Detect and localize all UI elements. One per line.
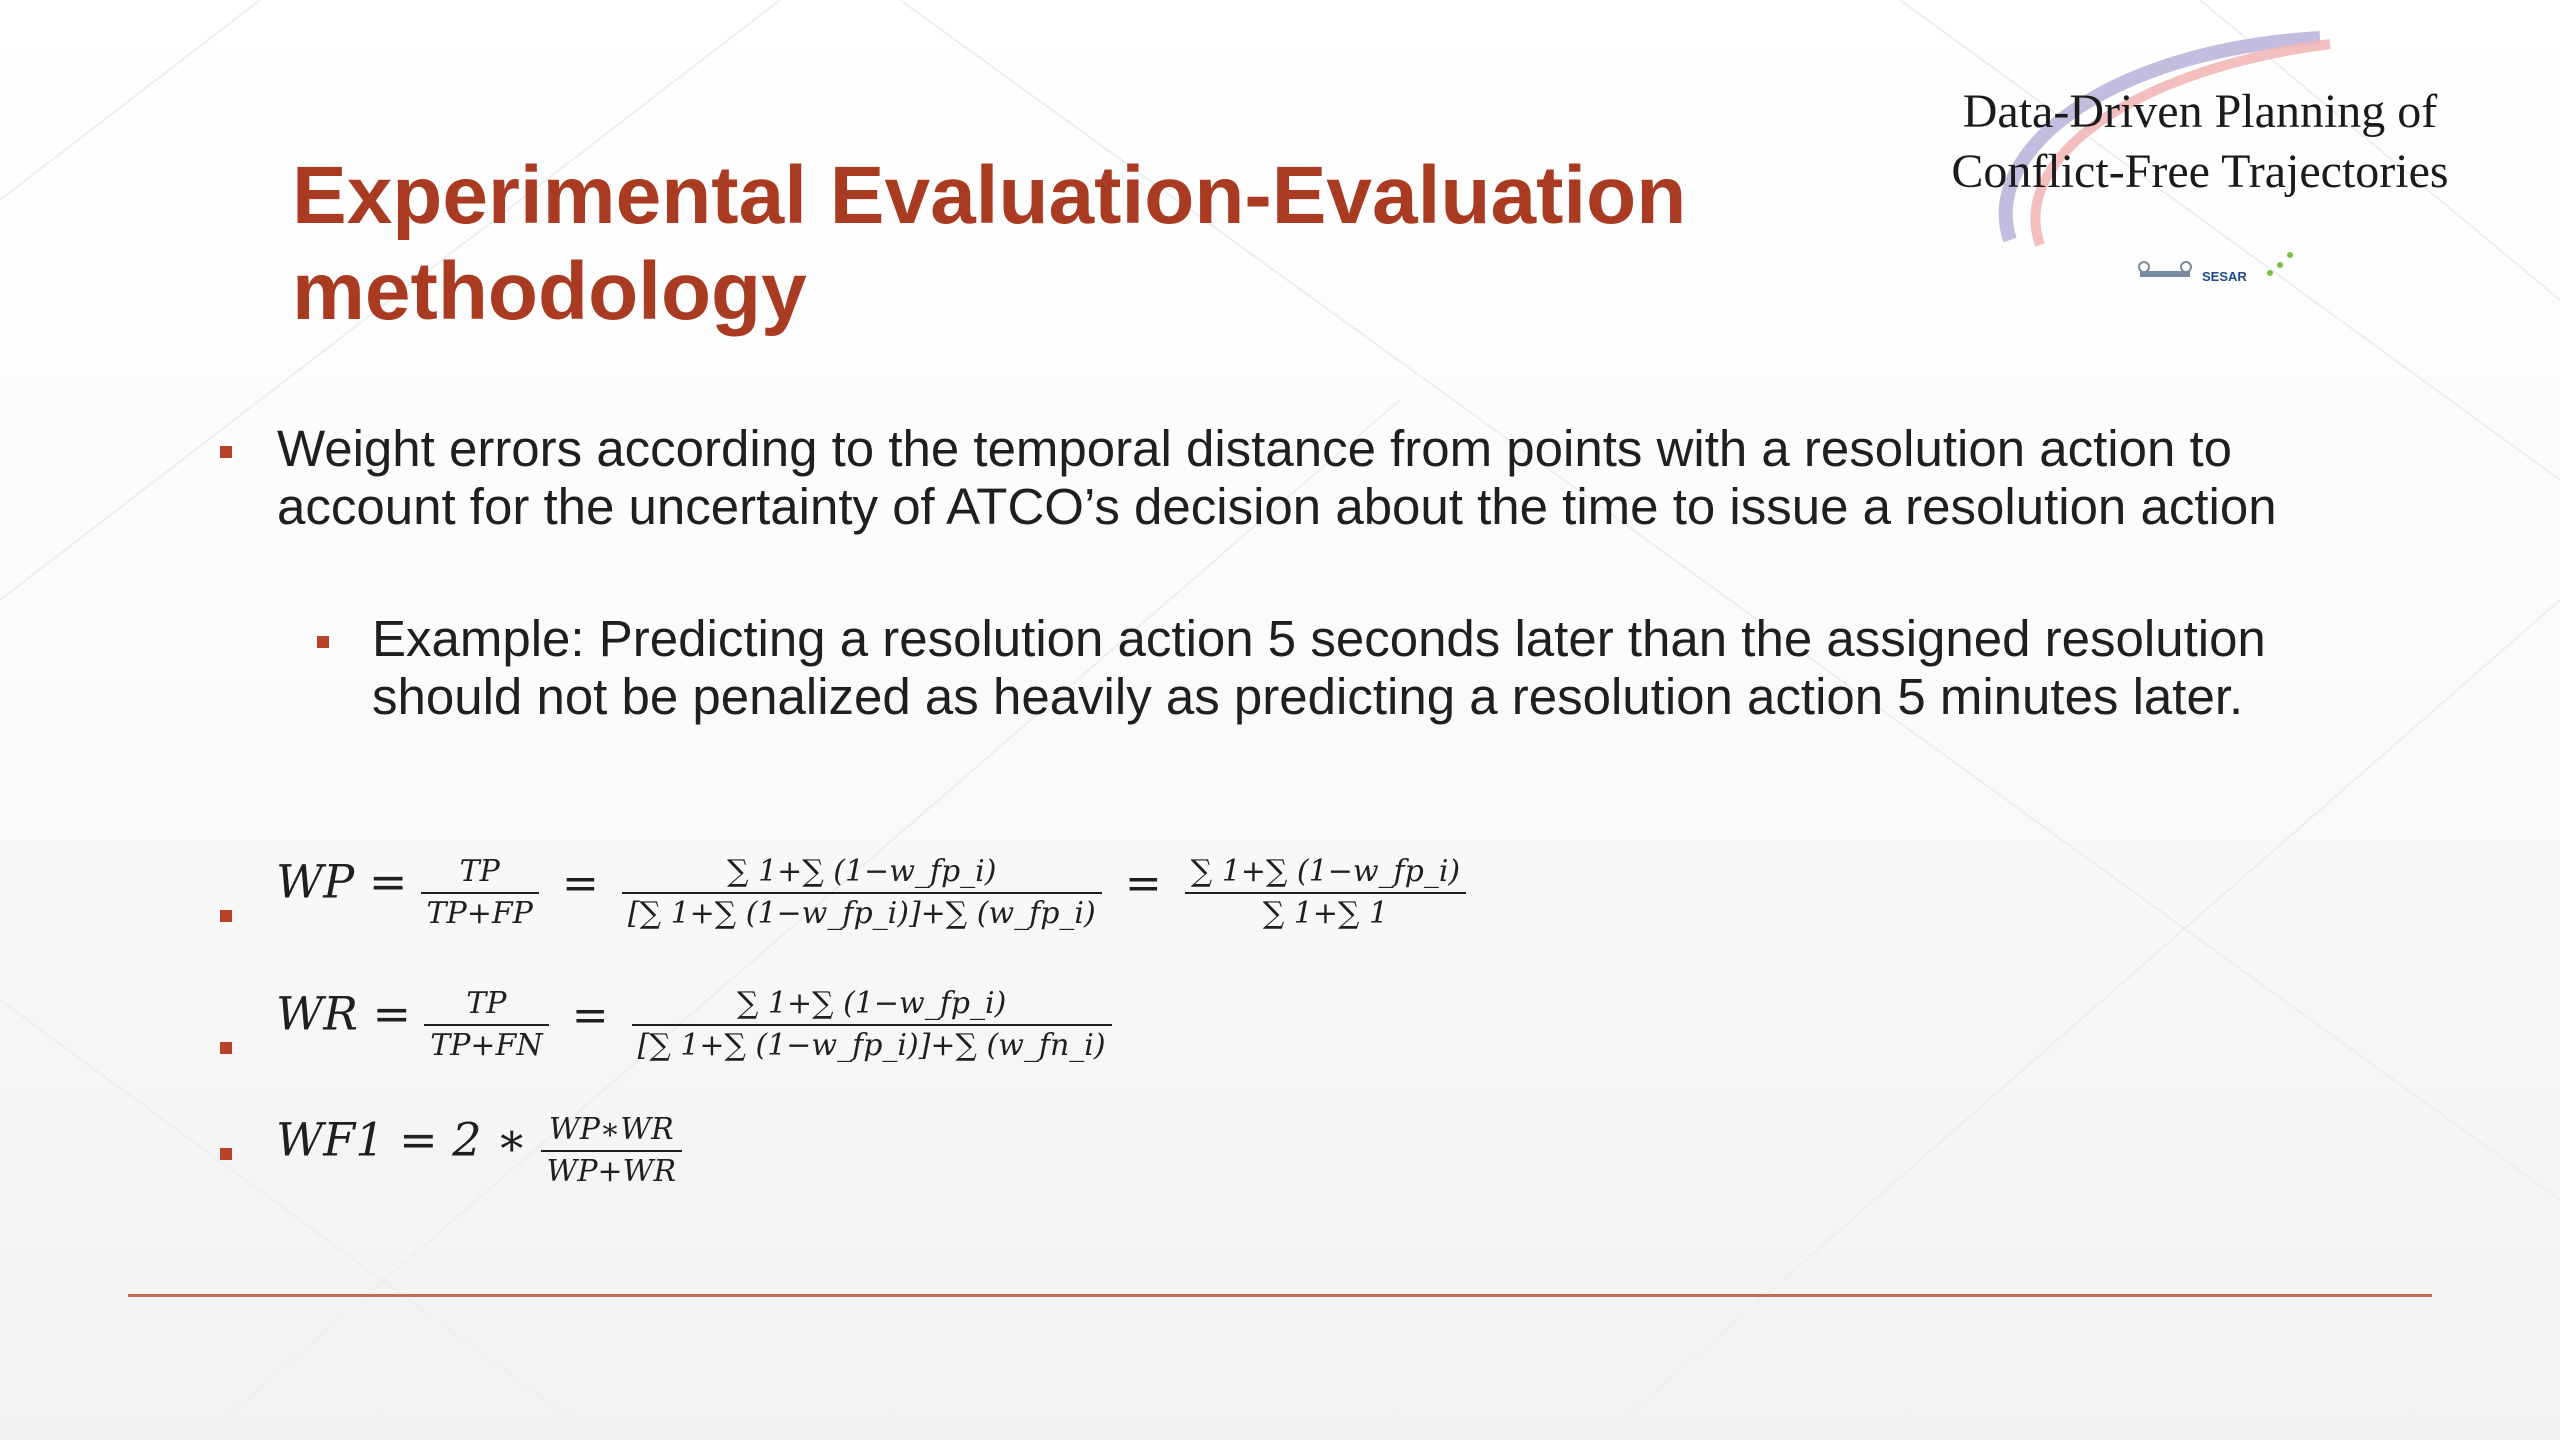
- equals-sign: =: [1124, 857, 1162, 909]
- denominator: TP+FP: [426, 896, 533, 931]
- denominator: TP+FN: [430, 1028, 543, 1063]
- bullet-marker: [317, 636, 329, 648]
- bullet-marker: [220, 1148, 232, 1160]
- denominator: WP+WR: [546, 1154, 677, 1189]
- denominator: [∑ 1+∑ (1−w_fp_i)]+∑ (w_fp_i): [627, 896, 1096, 931]
- page-title: Experimental Evaluation-Evaluation methodology: [292, 150, 1687, 337]
- equals-sign: =: [571, 989, 609, 1041]
- bullet-item-2: Example: Predicting a resolution action 5 seconds later than the assigned resolution should not be penalized as heavily as predicting a resolution action 5 minutes later.: [372, 610, 2266, 725]
- fraction: [421, 852, 539, 934]
- formula-wr: [276, 984, 1120, 1066]
- numerator: ∑ 1+∑ (1−w_fp_i): [736, 986, 1007, 1021]
- denominator: [∑ 1+∑ (1−w_fp_i)]+∑ (w_fn_i): [637, 1028, 1106, 1063]
- formula-wf1-lhs: WF1 = 2 ∗: [276, 1112, 528, 1167]
- numerator: TP: [466, 986, 507, 1021]
- numerator: WP∗WR: [548, 1112, 674, 1147]
- logo-line-2: Conflict-Free Trajectories: [1951, 145, 2449, 198]
- denominator: ∑ 1+∑ 1: [1262, 896, 1389, 931]
- logo-line-1: Data-Driven Planning of: [1962, 85, 2438, 138]
- sesar-logo: [2130, 235, 2330, 295]
- fraction: [541, 1110, 683, 1192]
- formula-wp-lhs: WP =: [276, 854, 408, 909]
- bullet-marker: [220, 1042, 232, 1054]
- numerator: TP: [459, 854, 500, 889]
- fraction: [424, 984, 548, 1066]
- bullet-item-1: Weight errors according to the temporal distance from points with a resolution action to account for the uncertainty of ATCO’s decision about the time to issue a resolution action: [277, 420, 2277, 535]
- formula-wp: [276, 852, 1474, 934]
- fraction: [1185, 852, 1466, 934]
- formula-wr-lhs: WR =: [276, 986, 412, 1041]
- logo-text: [1900, 82, 2500, 202]
- equals-sign: =: [561, 857, 599, 909]
- bullet-marker: [220, 910, 232, 922]
- numerator: ∑ 1+∑ (1−w_fp_i): [1190, 854, 1461, 889]
- project-logo: [1860, 30, 2510, 284]
- formula-wf1: [276, 1110, 690, 1192]
- sesar-label: SESAR: [2202, 269, 2247, 284]
- footer-divider: [128, 1294, 2432, 1297]
- numerator: ∑ 1+∑ (1−w_fp_i): [727, 854, 997, 889]
- bullet-marker: [220, 446, 232, 458]
- fraction: [622, 852, 1102, 934]
- fraction: [632, 984, 1112, 1066]
- drone-icon: [2130, 257, 2200, 297]
- stars-icon: [2260, 245, 2300, 285]
